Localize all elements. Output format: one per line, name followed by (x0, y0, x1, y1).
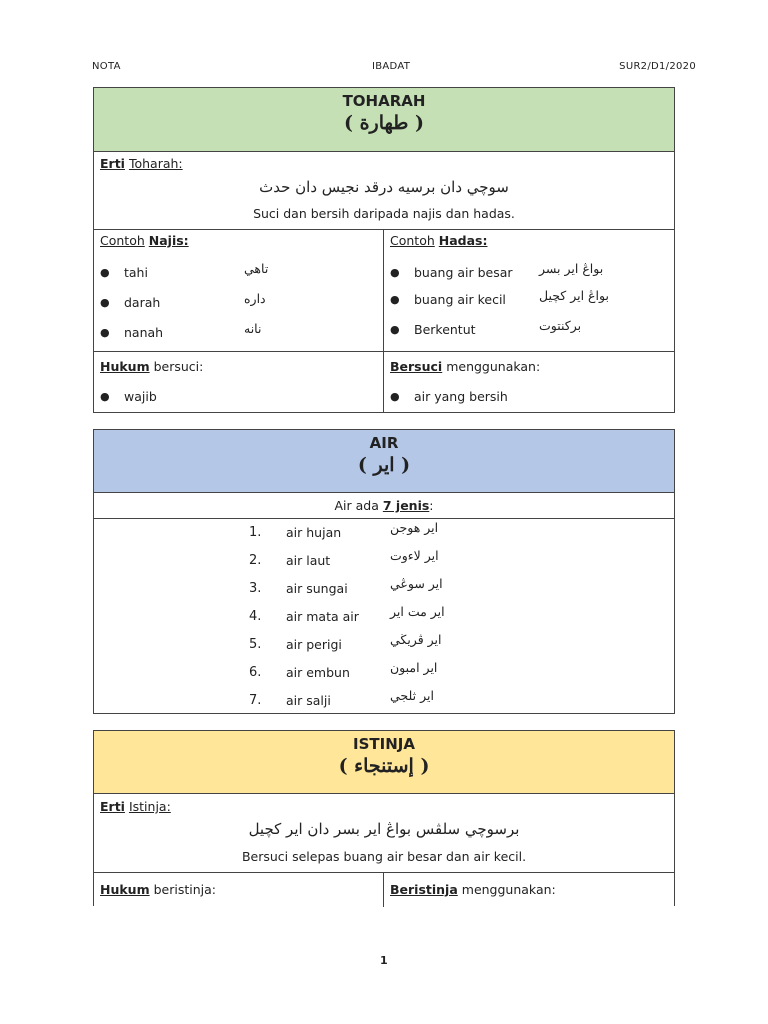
toharah-erti-row (94, 151, 674, 229)
toharah-contoh-row (94, 229, 674, 351)
toharah-erti-latin: Suci dan bersih daripada najis dan hadas. (253, 206, 515, 221)
bersuci-item: air yang bersih (414, 389, 508, 404)
toharah-erti-arabic: سوچي دان برسيه درقد نجيس دان حدث (259, 178, 509, 196)
toharah-arabic-title: ( طهارة ) (343, 112, 425, 134)
istinja-title: ISTINJA (353, 735, 415, 753)
najis-label: Contoh Najis: (100, 233, 189, 248)
istinja-table (93, 730, 675, 906)
bersuci-cell: Bersuci menggunakan: ● air yang bersih (390, 359, 541, 404)
hadas-cell: Contoh Hadas: ● buang air besar بواڠ اير بسر ● buang air kecil بواڠ اير کچيل ● Berkentut برکنتوت (390, 233, 609, 337)
istinja-erti-row (94, 793, 674, 872)
page-number: 1 (380, 954, 388, 967)
toharah-hukum-row (94, 351, 674, 412)
istinja-arabic-title: ( إستنجاء ) (338, 755, 430, 777)
air-jenis-row: Air ada 7 jenis: (94, 492, 674, 518)
header-right: SUR2/D1/2020 (619, 61, 696, 72)
toharah-erti-label: Erti Toharah: (100, 156, 183, 171)
istinja-hukum-label: Hukum beristinja: (100, 882, 216, 897)
toharah-table (93, 87, 675, 413)
air-arabic-title: ( اير ) (357, 454, 411, 476)
toharah-header (94, 88, 674, 151)
istinja-hukum-cell (94, 873, 384, 907)
hadas-label: Contoh Hadas: (390, 233, 488, 248)
istinja-beristinja-label: Beristinja menggunakan: (390, 882, 556, 897)
toharah-title: TOHARAH (342, 92, 426, 110)
hukum-cell: Hukum bersuci: ● wajib (94, 352, 384, 412)
air-title: AIR (369, 434, 399, 452)
najis-cell: Contoh Najis: ● tahi تاهي ● darah داره ● nanah نانه (94, 230, 384, 351)
istinja-hukum-row (94, 872, 674, 907)
istinja-erti-latin: Bersuci selepas buang air besar dan air kecil. (241, 849, 527, 864)
istinja-erti-label: Erti Istinja: (100, 799, 171, 814)
istinja-header (94, 731, 674, 793)
air-list: 1. air hujan اير هوجن 2. air laut اير لاءوت 3. air sungai اير سوڠي 4. air mata air اير مت اير 5. air perigi اير ڤريڬي 6. air embun اير امبون 7. air salji اير ثلجي (94, 518, 674, 713)
hukum-label: Hukum bersuci: (100, 359, 204, 374)
header-center: IBADAT (372, 61, 411, 72)
air-header (94, 430, 674, 492)
bersuci-label: Bersuci menggunakan: (390, 359, 541, 374)
hukum-item: wajib (124, 389, 157, 404)
istinja-erti-arabic: برسوچي سلڤس بواڠ اير بسر دان اير کچيل (248, 820, 520, 838)
air-table (93, 429, 675, 714)
header-left: NOTA (92, 61, 121, 72)
istinja-beristinja-cell (384, 873, 674, 907)
